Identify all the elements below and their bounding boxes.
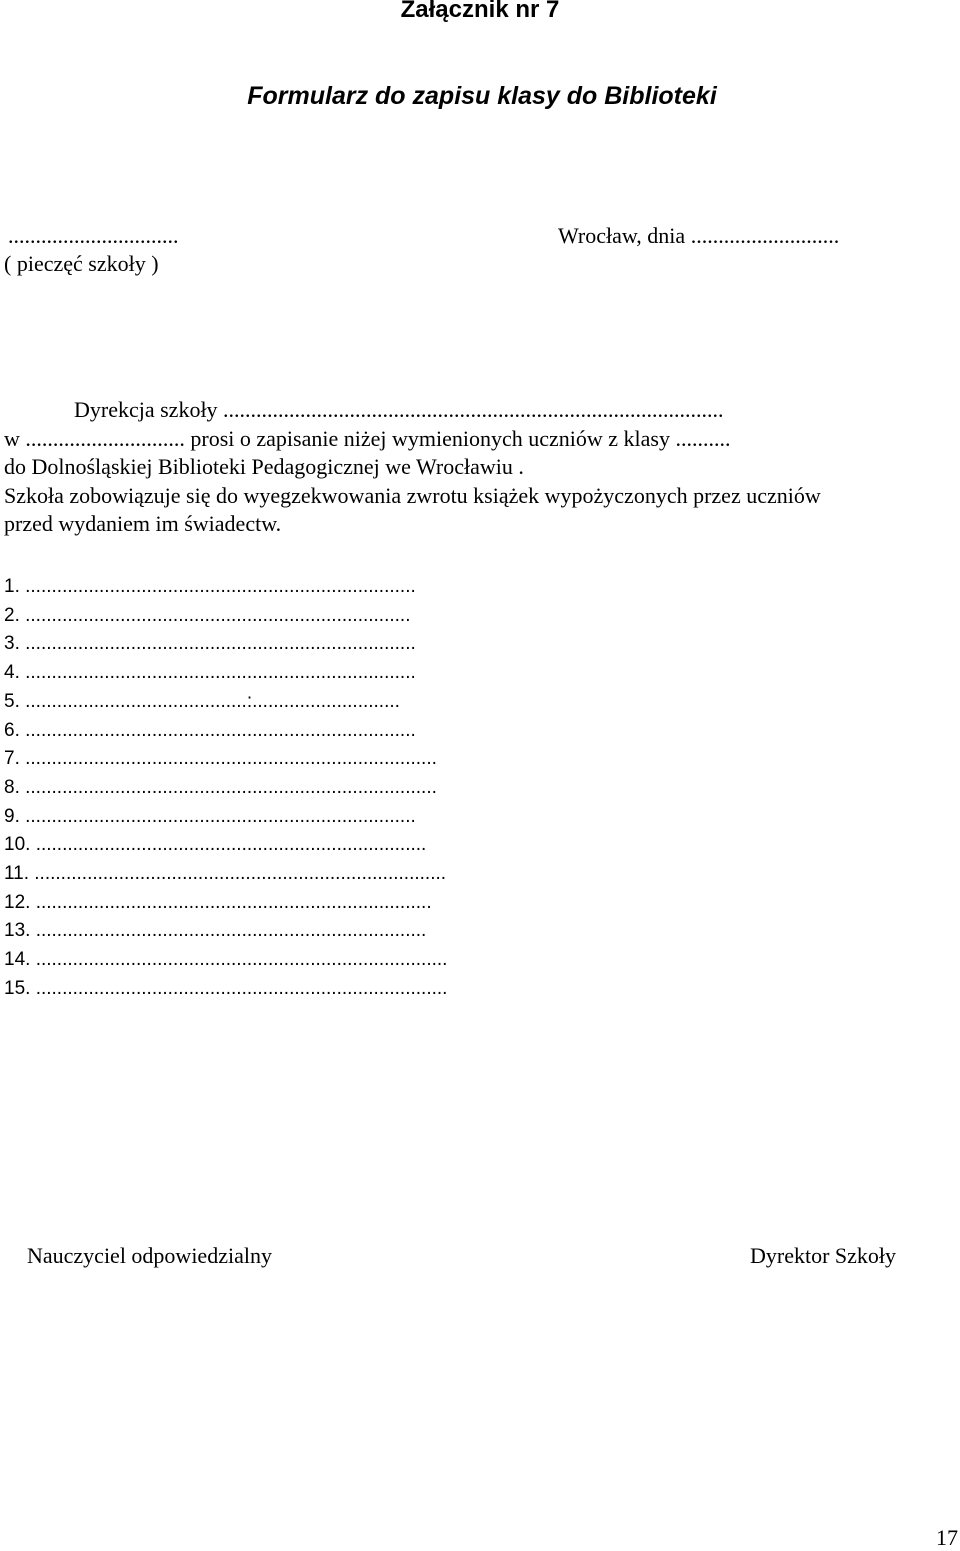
body-line-certificates: przed wydaniem im świadectw. (4, 511, 282, 536)
stamp-label: ( pieczęć szkoły ) (4, 251, 159, 276)
list-item: 5. ..........................................:............................ (4, 690, 400, 712)
body-line-obligation: Szkoła zobowiązuje się do wyegzekwowania zwrotu książek wypożyczonych przez uczniów (4, 482, 821, 508)
stamp-placeholder: ............................... (8, 223, 179, 248)
form-title: Formularz do zapisu klasy do Biblioteki (247, 82, 717, 110)
page-number: 17 (936, 1525, 958, 1550)
attachment-title: Załącznik nr 7 (400, 0, 560, 23)
list-item: 10. .......................................................................... (4, 834, 427, 856)
place-date: Wrocław, dnia ........................... (558, 223, 840, 248)
list-item: 11. .............................................................................. (4, 863, 447, 885)
list-item: 13. .......................................................................... (4, 920, 427, 942)
body-line-library: do Dolnośląskiej Biblioteki Pedagogicznej we Wrocławiu . (4, 454, 524, 479)
list-item: 4. .......................................................................... (4, 662, 416, 684)
list-item: 3. .......................................................................... (4, 633, 416, 655)
list-item: 7. .............................................................................. (4, 748, 437, 770)
list-item: 2. ......................................................................... (4, 604, 411, 626)
director-signature-label: Dyrektor Szkoły (750, 1243, 897, 1268)
list-item: 9. .......................................................................... (4, 805, 416, 827)
list-item: 12. ........................................................................... (4, 891, 432, 913)
body-line-request: w ............................. prosi o zapisanie niżej wymienionych uczniów z klasy .......... (4, 425, 731, 451)
list-item: 14. .............................................................................. (4, 949, 448, 971)
student-list (4, 573, 447, 1004)
request-body (4, 396, 954, 539)
list-item: 6. .......................................................................... (4, 719, 416, 741)
teacher-signature-label: Nauczyciel odpowiedzialny (27, 1243, 272, 1268)
list-item: 8. .............................................................................. (4, 776, 437, 798)
list-item: 15. .............................................................................. (4, 977, 448, 999)
body-line-school-management: Dyrekcja szkoły ........................................................................................... (74, 397, 724, 422)
list-item: 1. .......................................................................... (4, 576, 416, 597)
